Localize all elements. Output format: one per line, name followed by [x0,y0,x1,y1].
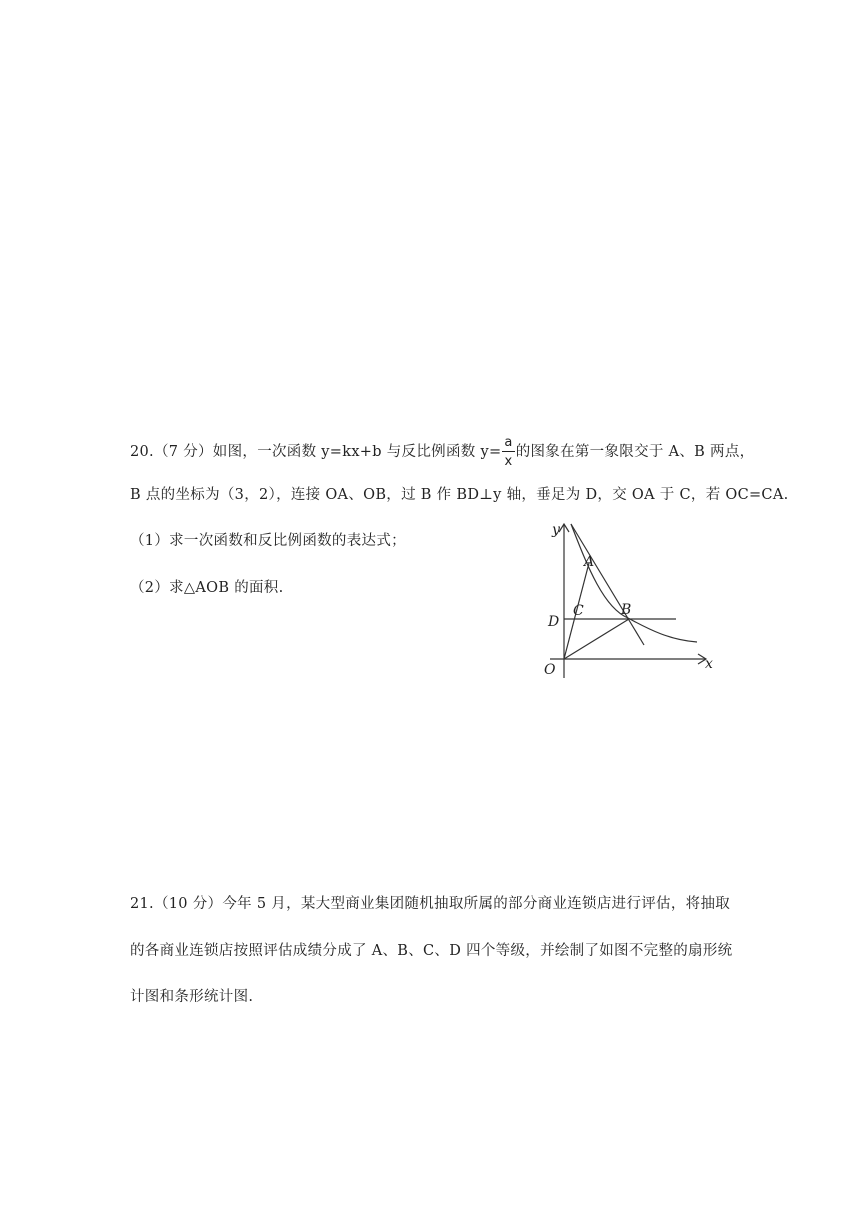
label-C: C [573,603,584,619]
fraction-denominator: x [504,454,513,469]
function-graph-figure [540,518,730,683]
label-x: x [705,656,713,672]
q21-line1: 21.（10 分）今年 5 月，某大型商业集团随机抽取所属的部分商业连锁店进行评估，将抽取 [130,896,731,912]
fraction-numerator: a [504,435,513,450]
hyperbola-curve [571,524,697,642]
q20-line2: B 点的坐标为（3，2），连接 OA、OB，过 B 作 BD⊥y 轴，垂足为 D，交 OA 于 C，若 OC=CA. [130,487,789,503]
q20-line1-post: 的图象在第一象限交于 A、B 两点， [515,444,755,460]
q20-part1: （1）求一次函数和反比例函数的表达式； [130,533,406,549]
label-B: B [621,602,632,618]
label-y: y [552,522,560,538]
q20-part2: （2）求△AOB 的面积. [130,580,284,596]
fraction-a-over-x [502,436,514,468]
q20-line1-pre: 20.（7 分）如图，一次函数 y=kx+b 与反比例函数 y= [130,444,502,460]
q20-line1 [130,436,754,468]
label-O: O [544,662,556,678]
linear-function-line [571,524,644,645]
q21-line3: 计图和条形统计图. [130,989,254,1005]
label-A: A [584,554,595,570]
label-D: D [548,614,560,630]
q21-line2: 的各商业连锁店按照评估成绩分成了 A、B、C、D 四个等级，并绘制了如图不完整的扇形统 [130,943,733,959]
segment-OB [564,619,629,659]
